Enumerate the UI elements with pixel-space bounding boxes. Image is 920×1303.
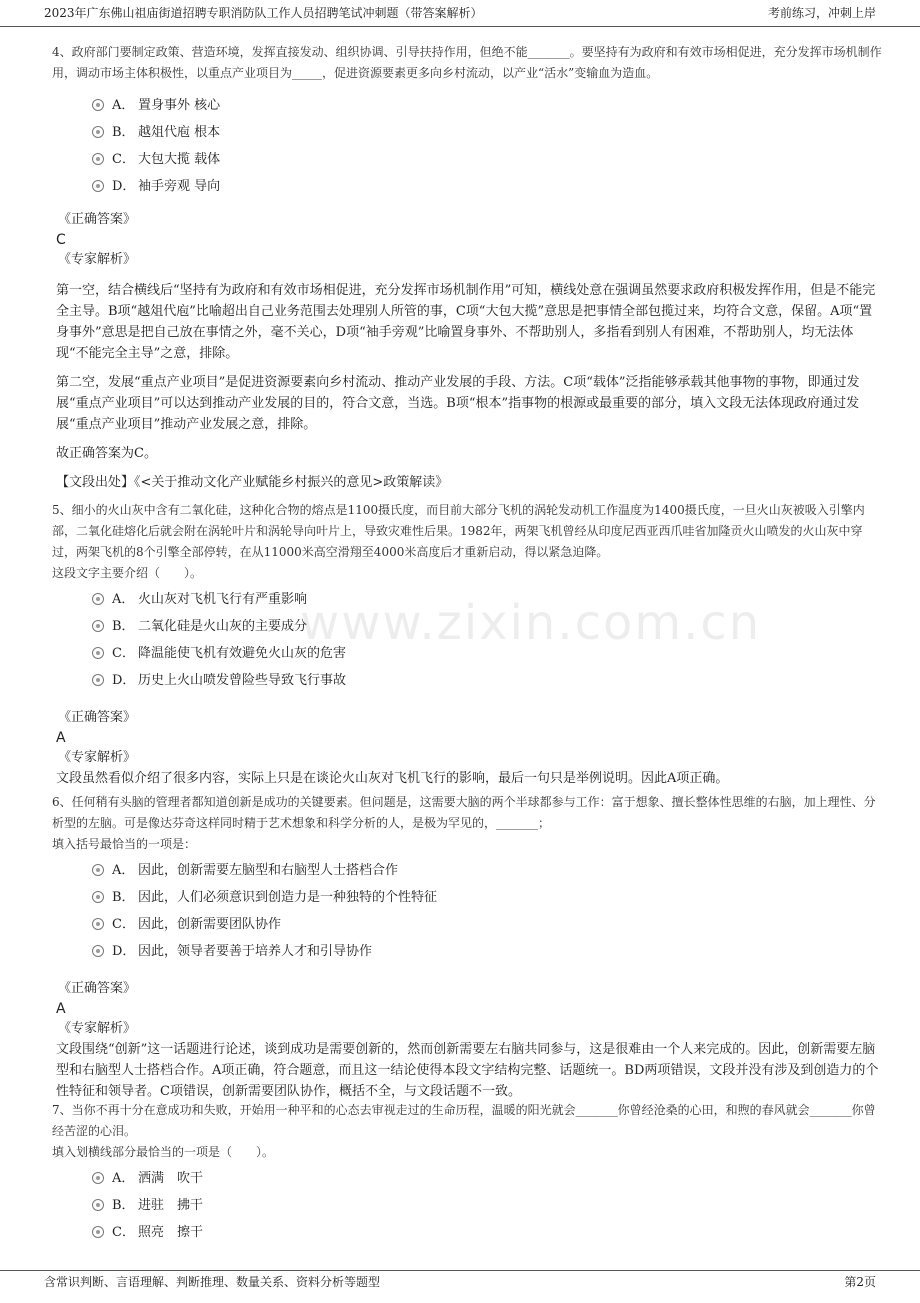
analysis-paragraph: 文段虽然看似介绍了很多内容，实际上只是在谈论火山灰对飞机飞行的影响，最后一句只是举例说明。因此A项正确。 (56, 771, 729, 786)
option-a[interactable]: A． 因此，创新需要左脑型和右脑型人士搭档合作 (92, 857, 882, 884)
radio-icon[interactable] (92, 674, 104, 686)
radio-icon[interactable] (92, 891, 104, 903)
option-d[interactable]: D． 因此，领导者要善于培养人才和引导协作 (92, 938, 882, 965)
question-4 (52, 42, 882, 501)
answer-value: A (56, 1001, 66, 1017)
answer-label: 《正确答案》 (58, 212, 137, 227)
option-list (92, 92, 882, 200)
option-a[interactable]: A． 火山灰对飞机飞行有严重影响 (92, 586, 882, 613)
answer-label: 《正确答案》 (58, 710, 137, 725)
radio-icon[interactable] (92, 180, 104, 192)
analysis-paragraph: 文段围绕“创新”这一话题进行论述，谈到成功是需要创新的，然而创新需要左右脑共同参与，这是很难由一个人来完成的。因此，创新需要左脑型和右脑型人士搭档合作。A项正确，符合题意，而且这一结论使得本段文字结构完整、话题统一。BD两项错误，文段并没有涉及到创造力的个性特征和领导者。C项错误，创新需要团队协作，概括不全，与文段话题不一致。 (56, 1042, 879, 1099)
question-stem: 7、当你不再十分在意成功和失败，开始用一种平和的心态去审视走过的生命历程，温暖的阳光就会_______你曾经沧桑的心田，和煦的春风就会_______你曾经苦涩的心泪。 (52, 1103, 876, 1138)
question-stem: 4、政府部门要制定政策、营造环境，发挥直接发动、组织协调、引导扶持作用，但绝不能_______。要坚持有为政府和有效市场相促进，充分发挥市场机制作用，调动市场主体积极性，以重点产业项目为_____，促进资源要素更多向乡村流动，以产业“活水”变输血为造血。 (52, 45, 882, 80)
answer-value: A (56, 730, 66, 746)
option-list (92, 1165, 882, 1246)
radio-icon[interactable] (92, 593, 104, 605)
radio-icon[interactable] (92, 918, 104, 930)
analysis-conclusion: 故正确答案为C。 (56, 446, 157, 461)
answer-label: 《正确答案》 (58, 981, 137, 996)
page-number: 第2页 (844, 1275, 876, 1289)
analysis-label: 《专家解析》 (58, 252, 137, 267)
radio-icon[interactable] (92, 864, 104, 876)
option-b[interactable]: B． 进驻 拂干 (92, 1192, 882, 1219)
option-d[interactable]: D． 袖手旁观 导向 (92, 173, 882, 200)
source-citation: 【文段出处】《<关于推动文化产业赋能乡村振兴的意见>政策解读》 (56, 475, 449, 490)
question-7 (52, 1100, 882, 1246)
answer-value: C (56, 232, 66, 248)
watermark: www.zixin.com.cn (300, 595, 762, 651)
radio-icon[interactable] (92, 1199, 104, 1211)
footer-description: 含常识判断、言语理解、判断推理、数量关系、资料分析等题型 (44, 1275, 381, 1289)
radio-icon[interactable] (92, 647, 104, 659)
option-a[interactable]: A． 洒满 吹干 (92, 1165, 882, 1192)
analysis-paragraph: 第二空，发展“重点产业项目”是促进资源要素向乡村流动、推动产业发展的手段、方法。C项“载体”泛指能够承载其他事物的事物，即通过发展“重点产业项目”可以达到推动产业发展的目的，符合文意，当选。B项“根本”指事物的根源或最重要的部分，填入文段无法体现政府通过发展“重点产业项目”推动产业发展之意，排除。 (56, 375, 860, 432)
radio-icon[interactable] (92, 153, 104, 165)
question-6 (52, 792, 882, 1110)
analysis-paragraph: 第一空，结合横线后“坚持有为政府和有效市场相促进，充分发挥市场机制作用”可知，横线处意在强调虽然要求政府积极发挥作用，但是不能完全主导。B项“越俎代庖”比喻超出自己业务范围去处理别人所管的事，C项“大包大揽”意思是把事情全部包揽过来，均符合文意，保留。A项“置身事外”意思是把自己放在事情之外，毫不关心，D项“袖手旁观”比喻置身事外、不帮助别人，多指看到别人有困难，不帮助别人，均无法体现“不能完全主导”之意，排除。 (56, 283, 876, 361)
radio-icon[interactable] (92, 620, 104, 632)
option-b[interactable]: B． 二氧化硅是火山灰的主要成分 (92, 613, 882, 640)
analysis-label: 《专家解析》 (58, 750, 137, 765)
option-c[interactable]: C． 降温能使飞机有效避免火山灰的危害 (92, 640, 882, 667)
option-c[interactable]: C． 因此，创新需要团队协作 (92, 911, 882, 938)
option-list (92, 586, 882, 694)
page-footer (0, 1270, 920, 1303)
option-b[interactable]: B． 越俎代庖 根本 (92, 119, 882, 146)
option-d[interactable]: D． 历史上火山喷发曾险些导致飞行事故 (92, 667, 882, 694)
option-list (92, 857, 882, 965)
question-5 (52, 500, 882, 797)
analysis-label: 《专家解析》 (58, 1021, 137, 1036)
question-prompt: 填入划横线部分最恰当的一项是（ ）。 (52, 1145, 275, 1159)
option-c[interactable]: C． 大包大揽 载体 (92, 146, 882, 173)
page-header (0, 0, 920, 27)
question-prompt: 这段文字主要介绍（ ）。 (52, 566, 203, 580)
option-b[interactable]: B． 因此，人们必须意识到创造力是一种独特的个性特征 (92, 884, 882, 911)
radio-icon[interactable] (92, 99, 104, 111)
radio-icon[interactable] (92, 945, 104, 957)
question-stem: 5、细小的火山灰中含有二氧化硅，这种化合物的熔点是1100摄氏度，而目前大部分飞机的涡轮发动机工作温度为1400摄氏度，一旦火山灰被吸入引擎内部，二氧化硅熔化后就会附在涡轮叶片和涡轮导向叶片上，导致灾难性后果。1982年，两架飞机曾经从印度尼西亚西爪哇省加隆贡火山喷发的火山灰中穿过，两架飞机的8个引擎全部停转，在从11000米高空滑翔至4000米高度后才重新启动，得以紧急迫降。 (52, 503, 865, 559)
radio-icon[interactable] (92, 126, 104, 138)
radio-icon[interactable] (92, 1226, 104, 1238)
radio-icon[interactable] (92, 1172, 104, 1184)
question-prompt: 填入括号最恰当的一项是： (52, 837, 197, 851)
option-c[interactable]: C． 照亮 擦干 (92, 1219, 882, 1246)
option-a[interactable]: A． 置身事外 核心 (92, 92, 882, 119)
header-slogan: 考前练习，冲刺上岸 (767, 6, 876, 20)
document-title: 2023年广东佛山祖庙街道招聘专职消防队工作人员招聘笔试冲刺题（带答案解析） (44, 6, 483, 20)
question-stem: 6、任何稍有头脑的管理者都知道创新是成功的关键要素。但问题是，这需要大脑的两个半球都参与工作：富于想象、擅长整体性思维的右脑，加上理性、分析型的左脑。可是像达芬奇这样同时精于艺术想象和科学分析的人，是极为罕见的，_______； (52, 795, 876, 830)
